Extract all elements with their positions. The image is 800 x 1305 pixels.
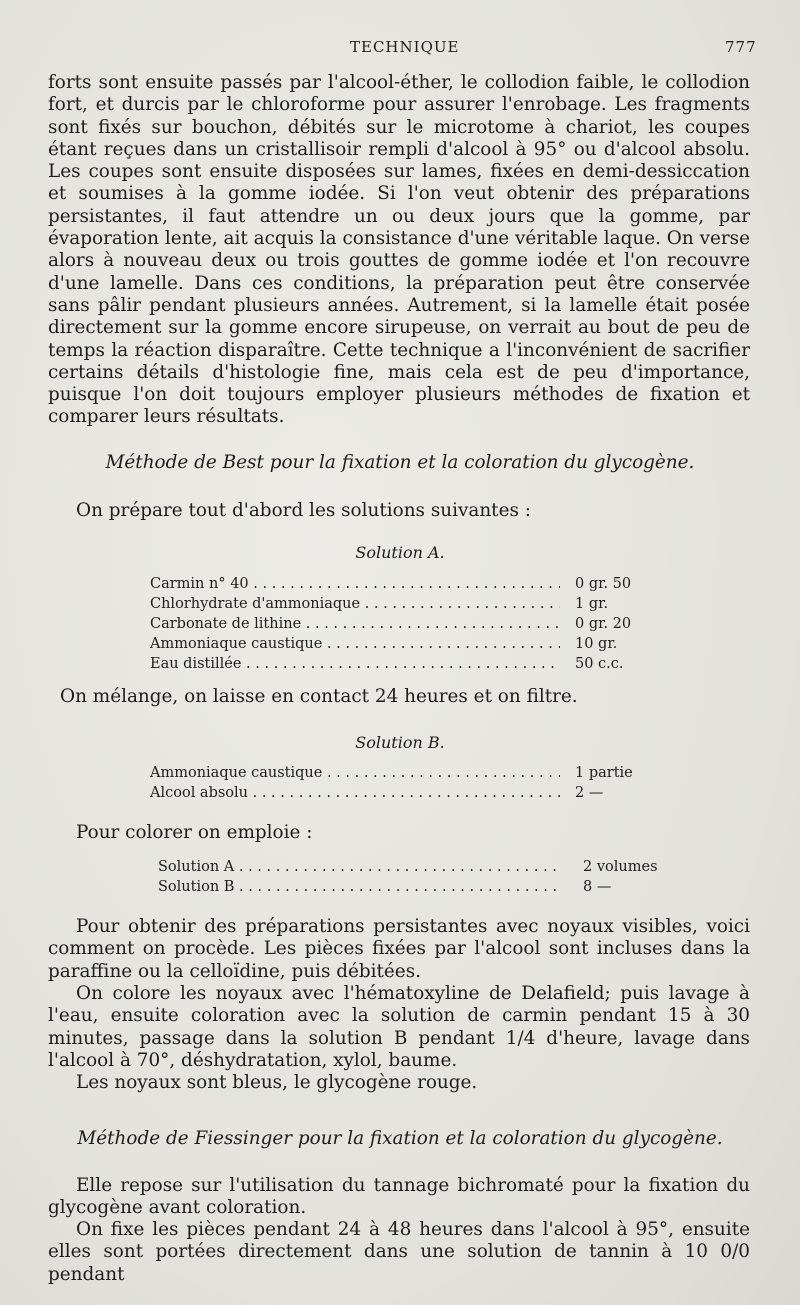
paragraph-procedure: Pour obtenir des préparations persistantes avec noyaux visibles, voici comment on procède. Les pièces fixées par l'alcool sont incluses dans la paraffine ou la celloïdine, puis débitées. — [48, 916, 750, 982]
ingredient-name: Solution A . . . — [158, 857, 558, 877]
ingredient-qty: 8 — — [583, 879, 612, 895]
recipe-row — [150, 763, 660, 783]
paragraph-tannage: Elle repose sur l'utilisation du tannage bichromaté pour la fixation du glycogène avant coloration. — [48, 1175, 750, 1219]
ingredient-qty: 0 gr. 50 — [575, 576, 632, 592]
recipe-row — [150, 654, 660, 674]
ingredient-name: Carmin n° 40 . . . — [150, 574, 560, 594]
solution-b-title: Solution B. — [355, 733, 445, 752]
ingredient-qty: 1 gr. — [575, 596, 609, 612]
coloring-intro: Pour colorer on emploie : — [76, 822, 313, 843]
running-title: TECHNIQUE — [350, 38, 460, 56]
ingredient-name: Chlorhydrate d'ammoniaque . . . — [150, 594, 560, 614]
ingredient-qty: 1 partie — [575, 765, 633, 781]
paragraph-staining-steps: On colore les noyaux avec l'hématoxyline de Delafield; puis lavage à l'eau, ensuite coloration avec la solution de carmin pendant 15 à 30 minutes, passage dans la solution B pendant 1/4 d'heure, lavage dans l'alcool à 70°, déshydratation, xylol, baume. — [48, 983, 750, 1071]
ingredient-qty: 10 gr. — [575, 636, 618, 652]
section-heading-best: Méthode de Best pour la fixation et la coloration du glycogène. — [105, 452, 695, 473]
page-number: 777 — [725, 38, 757, 56]
ingredient-qty: 2 — — [575, 785, 604, 801]
ingredient-name: Ammoniaque caustique . . . — [150, 763, 560, 783]
solution-a-title: Solution A. — [355, 543, 445, 562]
recipe-row — [150, 614, 660, 634]
solution-a-table — [150, 574, 660, 674]
paragraph-fixation: On fixe les pièces pendant 24 à 48 heures dans l'alcool à 95°, ensuite elles sont portées directement dans une solution de tannin à 10 0/0 pendant — [48, 1219, 750, 1285]
section-heading-fiessinger: Méthode de Fiessinger pour la fixation et la coloration du glycogène. — [77, 1128, 723, 1149]
recipe-row — [158, 857, 668, 877]
recipe-row — [150, 574, 660, 594]
running-header — [0, 38, 800, 58]
paragraph-enrobage: forts sont ensuite passés par l'alcool-éther, le collodion faible, le collodion fort, et durcis par le chloroforme pour assurer l'enrobage. Les fragments sont fixés sur bouchon, débités sur le microtome à chariot, les coupes étant reçues dans un cristallisoir rempli d'alcool à 95° ou d'alcool absolu. Les coupes sont ensuite disposées sur lames, fixées en demi-dessiccation et soumises à la gomme iodée. Si l'on veut obtenir des préparations persistantes, il faut attendre un ou deux jours que la gomme, par évaporation lente, ait acquis la consistance d'une véritable laque. On verse alors à nouveau deux ou trois gouttes de gomme iodée et l'on recouvre d'une lamelle. Dans ces conditions, la préparation peut être conservée sans pâlir pendant plusieurs années. Autrement, si la lamelle était posée directement sur la gomme encore sirupeuse, on verrait au bout de peu de temps la réaction disparaître. Cette technique a l'inconvénient de sacrifier certains détails d'histologie fine, mais cela est de peu d'importance, puisque l'on doit toujours employer plusieurs méthodes de fixation et comparer leurs résultats. — [48, 72, 750, 428]
stain-mix-table — [158, 857, 668, 897]
ingredient-name: Ammoniaque caustique . . . — [150, 634, 560, 654]
recipe-row — [150, 634, 660, 654]
ingredient-qty: 0 gr. 20 — [575, 616, 632, 632]
ingredient-qty: 2 volumes — [583, 859, 658, 875]
recipe-row — [150, 594, 660, 614]
ingredient-name: Carbonate de lithine . . . — [150, 614, 560, 634]
paragraph-result: Les noyaux sont bleus, le glycogène rouge. — [76, 1072, 478, 1093]
solution-b-table — [150, 763, 660, 803]
recipe-row — [150, 783, 660, 803]
ingredient-qty: 50 c.c. — [575, 656, 624, 672]
ingredient-name: Alcool absolu . . . — [150, 783, 560, 803]
recipe-row — [158, 877, 668, 897]
ingredient-name: Eau distillée . . . — [150, 654, 560, 674]
intro-solutions: On prépare tout d'abord les solutions suivantes : — [76, 500, 531, 521]
ingredient-name: Solution B . . . — [158, 877, 558, 897]
mix-instruction: On mélange, on laisse en contact 24 heures et on filtre. — [60, 686, 578, 707]
